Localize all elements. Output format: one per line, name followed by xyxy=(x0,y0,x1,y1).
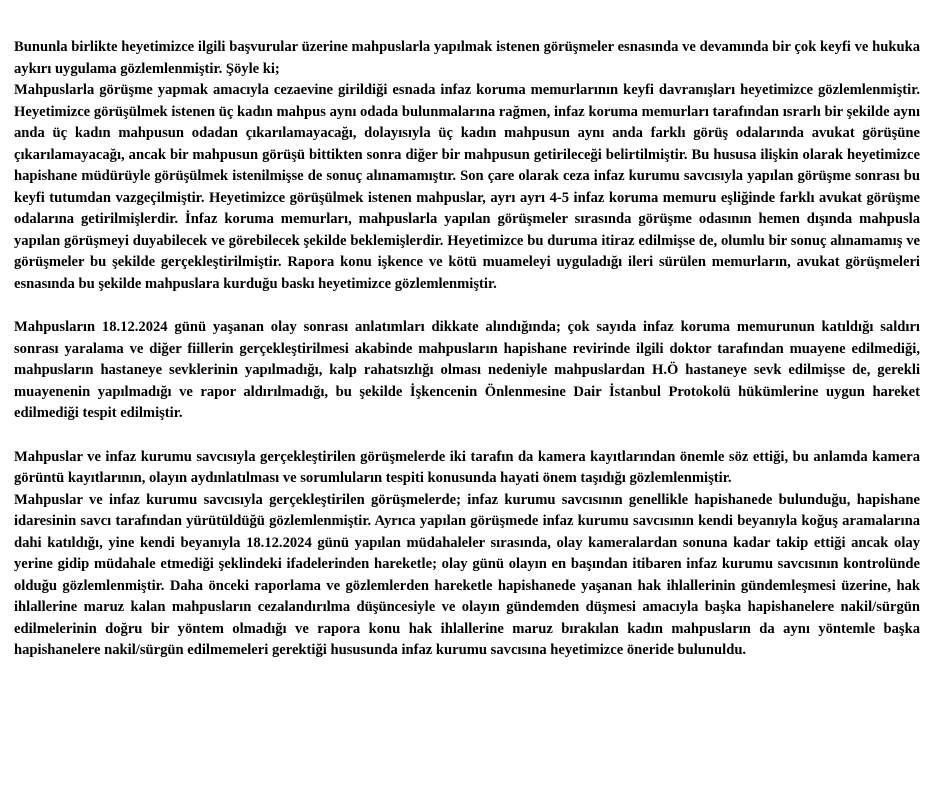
paragraph-camera-records: Mahpuslar ve infaz kurumu savcısıyla gerçekleştirilen görüşmelerde iki tarafın da kamera kayıtlarından önemle söz ettiği, bu anlamda kamera görüntü kayıtlarının, olayın aydınlatılması ve sorumluların tespiti konusunda hayati önem taşıdığı gözlemlenmiştir. xyxy=(14,448,920,486)
paragraph-gap xyxy=(14,295,920,317)
paragraph-medical-findings: Mahpusların 18.12.2024 günü yaşanan olay sonrası anlatımları dikkate alındığında; çok sayıda infaz koruma memurunun katıldığı saldırı sonrası yaralama ve diğer fiillerin gerçekleştirilmesi akabinde mahpusların hapishane revirinde ilgili doktor tarafından muayene edilmediği, mahpusların hastaneye sevklerinin yapılmadığı, kalp rahatsızlığı olması nedeniyle mahpuslardan H.Ö hastaneye sevk edilmişse de, gerekli muayenenin yapılmadığı ve rapor aldırılmadığı, bu şekilde İşkencenin Önlenmesine Dair İstanbul Protokolü hükümlerine uygun hareket edilmediği tespit edilmiştir. xyxy=(14,319,920,421)
paragraph-observations-intro: Bununla birlikte heyetimizce ilgili başvurular üzerine mahpuslarla yapılmak istenen görüşmeler esnasında ve devamında bir çok keyfi ve hukuka aykırı uygulama gözlemlenmiştir. Şöyle ki; xyxy=(14,39,920,77)
paragraph-gap xyxy=(14,425,920,447)
paragraph-prosecutor-findings: Mahpuslar ve infaz kurumu savcısıyla gerçekleştirilen görüşmelerde; infaz kurumu savcısının genellikle hapishanede bulunduğu, hapishane idaresinin savcı tarafından yürütüldüğü gözlemlenmiştir. Ayrıca yapılan görüşmede infaz kurumu savcısının kendi beyanıyla koğuş aramalarına dahi katıldığı, yine kendi beyanıyla 18.12.2024 günü yapılan müdahaleler sırasında, olay kameralardan sonuna kadar takip ettiği ancak olay yerine gidip müdahale etmediği şeklindeki ifadelerinden hareketle; olay günü olayın en başından itibaren infaz kurumu savcısının kontrolünde olduğu gözlemlenmiştir. Daha önceki raporlama ve gözlemlerden hareketle hapishanede yaşanan hak ihlallerinin gündemleşmesi üzerine, hak ihlallerine maruz kalan mahpusların cezalandırılma düşüncesiyle ve olayın gündemden düşmesi amacıyla başka hapishanelere nakil/sürgün edilmelerinin doğru bir yöntem olmadığı ve rapora konu hak ihlallerine maruz bırakılan kadın mahpusların da aynı yöntemle başka hapishanelere nakil/sürgün edilmemeleri gerektiği hususunda infaz kurumu savcısına heyetimizce öneride bulunuldu. xyxy=(14,491,920,658)
document-body xyxy=(14,37,920,662)
paragraph-entry-observations: Mahpuslarla görüşme yapmak amacıyla cezaevine girildiği esnada infaz koruma memurlarının keyfi davranışları heyetimizce gözlemlenmiştir. Heyetimizce görüşülmek istenen üç kadın mahpus aynı odada bulunmalarına rağmen, infaz koruma memurları tarafından ısrarlı bir şekilde aynı anda üç kadın mahpusun odadan çıkarılamayacağı, dolayısıyla üç kadın mahpusun aynı anda farklı görüş odalarında avukat görüşüne çıkarılamayacağı, ancak bir mahpusun görüşü bittikten sonra diğer bir mahpusun getirileceği belirtilmiştir. Bu hususa ilişkin olarak heyetimizce hapishane müdürüyle görüşülmek istenilmişse de sonuç alınamamıştır. Son çare olarak ceza infaz kurumu savcısıyla yapılan görüşme sonrası bu keyfi tutumdan vazgeçilmiştir. Heyetimizce görüşülmek istenen mahpuslar, ayrı ayrı 4-5 infaz koruma memuru eşliğinde farklı avukat görüşme odalarına getirilmişlerdir. İnfaz koruma memurları, mahpuslarla yapılan görüşmeler sırasında görüşme odasının hemen dışında mahpusla yapılan görüşmeyi duyabilecek ve görebilecek şekilde beklemişlerdir. Heyetimizce bu duruma itiraz edilmişse de, olumlu bir sonuç alınamamış ve görüşmeler bu şekilde gerçekleştirilmiştir. Rapora konu işkence ve kötü muameleyi uyguladığı ileri sürülen memurların, avukat görüşmeleri esnasında bu şekilde mahpuslara kurduğu baskı heyetimizce gözlemlenmiştir. xyxy=(14,82,920,292)
